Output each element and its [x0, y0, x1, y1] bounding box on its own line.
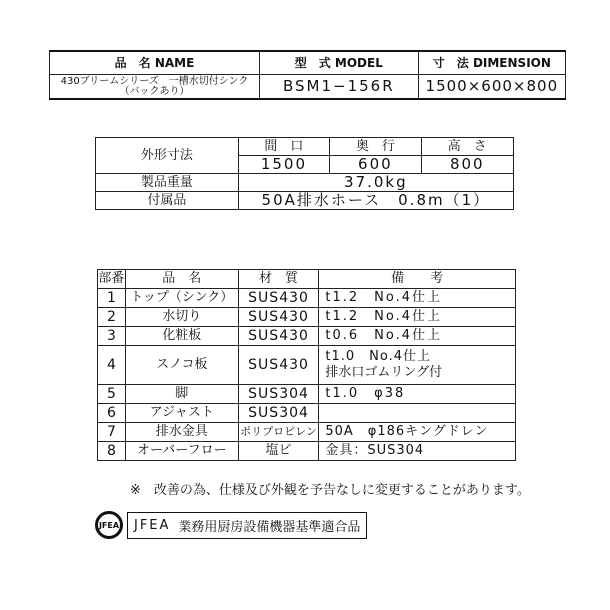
- jfea-text: 業務用厨房設備機器基準適合品: [178, 519, 361, 535]
- part-no: 5: [98, 385, 126, 404]
- product-name: [50, 75, 260, 100]
- part-note: t1.2 No.4仕上: [319, 289, 516, 308]
- dimension-column-header: 寸 法 DIMENSION: [418, 51, 565, 75]
- table-row: [98, 289, 516, 308]
- part-note: 50A φ186キングドレン: [319, 423, 516, 442]
- part-name: トップ（シンク）: [125, 289, 238, 308]
- part-name: 水切り: [125, 308, 238, 327]
- jfea-code: JFEA: [134, 517, 171, 533]
- width-value: 1500: [238, 156, 329, 174]
- part-material: ポリプロピレン: [238, 423, 319, 442]
- weight-label: 製品重量: [96, 174, 239, 192]
- part-name: オーバーフロー: [125, 442, 238, 461]
- part-note: t1.0 φ38: [319, 385, 516, 404]
- table-row: [98, 327, 516, 346]
- table-row: [98, 385, 516, 404]
- part-material: SUS430: [238, 346, 319, 385]
- product-name-line2: （バックあり）: [119, 85, 190, 97]
- part-no: 2: [98, 308, 126, 327]
- parts-table: [97, 269, 516, 461]
- part-no: 1: [98, 289, 126, 308]
- note-header: 備 考: [319, 270, 516, 289]
- part-note: [319, 404, 516, 423]
- accessory-label: 付属品: [96, 192, 239, 210]
- part-note: t1.2 No.4仕上: [319, 308, 516, 327]
- part-name: スノコ板: [125, 346, 238, 385]
- height-value: 800: [421, 156, 513, 174]
- table-row: [98, 404, 516, 423]
- spec-table: [95, 137, 514, 210]
- model-value: BSM1−156R: [259, 75, 418, 100]
- weight-value: 37.0kg: [238, 174, 513, 192]
- part-no: 3: [98, 327, 126, 346]
- part-note: t0.6 No.4仕上: [319, 327, 516, 346]
- product-name-line1: 430ブリームシリーズ 一槽水切付シンク: [60, 75, 249, 87]
- jfea-logo-icon: JFEA: [95, 511, 123, 539]
- part-note: 金具：SUS304: [319, 442, 516, 461]
- table-row: [98, 442, 516, 461]
- part-name: 化粧板: [125, 327, 238, 346]
- header-table: [49, 50, 566, 100]
- part-no: 8: [98, 442, 126, 461]
- part-material: SUS430: [238, 289, 319, 308]
- depth-label: 奥 行: [330, 138, 421, 156]
- part-material: SUS430: [238, 327, 319, 346]
- disclaimer-note: ※ 改善の為、仕様及び外観を予告なしに変更することがあります。: [130, 483, 530, 498]
- name-column-header: 品 名 NAME: [50, 51, 260, 75]
- part-name: 脚: [125, 385, 238, 404]
- part-no: 6: [98, 404, 126, 423]
- table-row: [98, 423, 516, 442]
- part-note: [319, 346, 516, 385]
- part-name: アジャスト: [125, 404, 238, 423]
- part-note-line2: 排水口ゴムリング付: [325, 365, 443, 380]
- dimension-value: 1500×600×800: [418, 75, 565, 100]
- outer-dim-label: 外形寸法: [96, 138, 239, 174]
- model-column-header: 型 式 MODEL: [259, 51, 418, 75]
- accessory-value: 50A排水ホース 0.8m（1）: [238, 192, 513, 210]
- table-row: [98, 308, 516, 327]
- width-label: 間 口: [238, 138, 329, 156]
- material-header: 材 質: [238, 270, 319, 289]
- part-material: SUS304: [238, 404, 319, 423]
- table-row: [98, 346, 516, 385]
- jfea-label-box: [127, 512, 367, 539]
- part-name-header: 品 名: [125, 270, 238, 289]
- jfea-certification: [95, 510, 367, 540]
- part-note-line1: t1.0 No.4仕上: [325, 348, 431, 364]
- part-no-header: 部番: [98, 270, 126, 289]
- part-material: SUS430: [238, 308, 319, 327]
- depth-value: 600: [330, 156, 421, 174]
- part-material: 塩ビ: [238, 442, 319, 461]
- height-label: 高 さ: [421, 138, 513, 156]
- part-material: SUS304: [238, 385, 319, 404]
- part-name: 排水金具: [125, 423, 238, 442]
- part-no: 7: [98, 423, 126, 442]
- part-no: 4: [98, 346, 126, 385]
